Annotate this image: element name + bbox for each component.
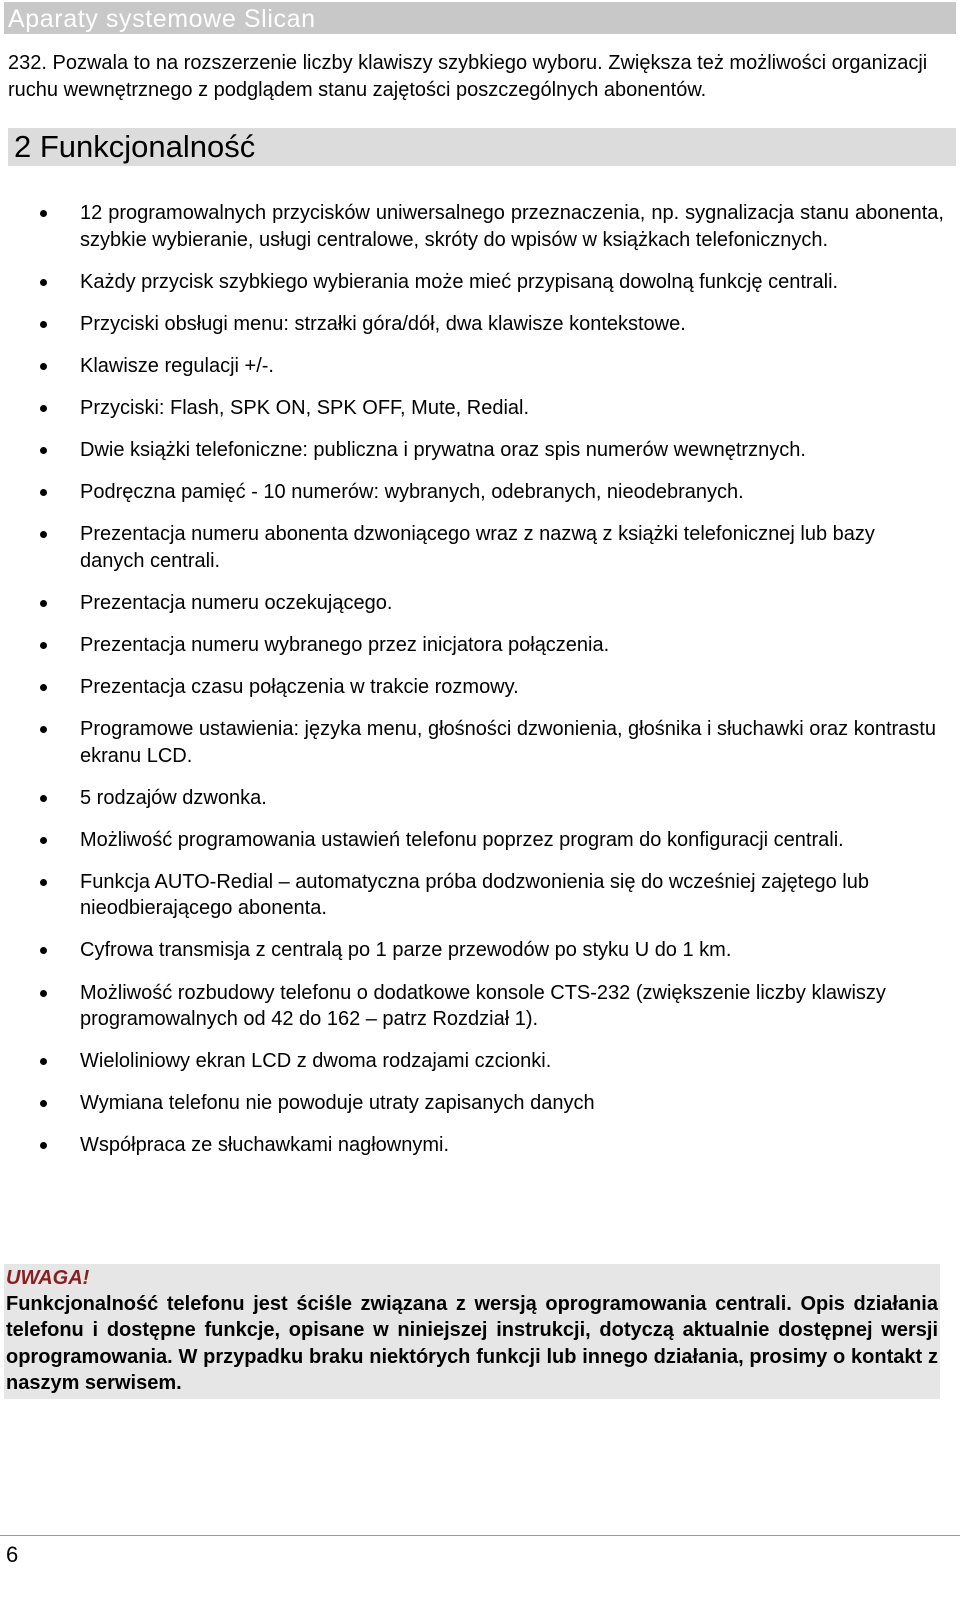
list-item [0,980,960,1033]
intro-paragraph: 232. Pozwala to na rozszerzenie liczby klawiszy szybkiego wyboru. Zwiększa też możliwości organizacji ruchu wewnętrznego z podglądem stanu zajętości poszczególnych abonentów. [8,52,928,101]
list-item [0,479,960,506]
list-item [0,632,960,659]
bullet-icon [40,600,47,607]
bullet-icon [40,363,47,370]
bullet-icon [40,684,47,691]
list-item [0,395,960,422]
list-item-text: Prezentacja numeru wybranego przez inicjatora połączenia. [80,633,610,656]
list-item-text: Przyciski obsługi menu: strzałki góra/dół, dwa klawisze kontekstowe. [80,312,686,335]
list-item-text: Współpraca ze słuchawkami nagłownymi. [80,1134,450,1157]
bullet-icon [40,447,47,454]
list-item-text: 12 programowalnych przycisków uniwersalnego przeznaczenia, np. sygnalizacja stanu abonenta, szybkie wybieranie, usługi centralowe, skróty do wpisów w książkach telefonicznych. [80,202,944,251]
list-item-text: 5 rodzajów dzwonka. [80,786,267,809]
bullet-icon [40,279,47,286]
list-item-text: Możliwość programowania ustawień telefonu poprzez program do konfiguracji centrali. [80,828,844,851]
bullet-icon [40,489,47,496]
section-heading: 2 Funkcjonalność [8,128,956,166]
list-item-text: Funkcja AUTO-Redial – automatyczna próba dodzwonienia się do wcześniej zajętego lub nieodbierającego abonenta. [80,870,869,920]
list-item-text: Wymiana telefonu nie powoduje utraty zapisanych danych [80,1092,595,1115]
list-item [0,353,960,380]
list-item [0,674,960,701]
list-item [0,311,960,338]
list-item [0,269,960,296]
list-item [0,827,960,854]
bullet-icon [40,321,47,328]
bullet-icon [40,210,47,217]
page-number: 6 [6,1542,19,1567]
list-item [0,521,960,574]
list-item-text: Każdy przycisk szybkiego wybierania może mieć przypisaną dowolną funkcję centrali. [80,270,839,293]
bullet-icon [40,726,47,733]
list-item-text: Możliwość rozbudowy telefonu o dodatkowe konsole CTS-232 (zwiększenie liczby klawiszy programowalnych od 42 do 162 – patrz Rozdział 1). [80,981,886,1030]
list-item [0,1132,960,1159]
list-item [0,937,960,964]
bullet-icon [40,1058,47,1065]
bullet-icon [40,990,47,997]
running-header: Aparaty systemowe Slican [4,2,956,34]
list-item-text: Prezentacja numeru oczekującego. [80,591,393,614]
list-item [0,1048,960,1075]
bullet-icon [40,642,47,649]
list-item [0,590,960,617]
notice-body: Funkcjonalność telefonu jest ściśle związana z wersją oprogramowania centrali. Opis działania telefonu i dostępne funkcje, opisane w niniejszej instrukcji, dotyczą aktualnie dostępnej wersji oprogramowania. W przypadku braku niektórych funkcji lub innego działania, prosimy o kontakt z naszym serwisem. [6,1293,938,1394]
list-item [0,200,960,253]
list-item [0,437,960,464]
list-item-text: Wieloliniowy ekran LCD z dwoma rodzajami czcionki. [80,1050,552,1073]
list-item-text: Prezentacja numeru abonenta dzwoniącego wraz z nazwą z książki telefonicznej lub bazy danych centrali. [80,523,875,572]
bullet-icon [40,795,47,802]
list-item [0,785,960,812]
footer-divider [0,1535,960,1536]
bullet-icon [40,947,47,954]
list-item-text: Dwie książki telefoniczne: publiczna i prywatna oraz spis numerów wewnętrznych. [80,438,806,461]
bullet-icon [40,1100,47,1107]
list-item-text: Klawisze regulacji +/-. [80,354,274,377]
bullet-icon [40,1142,47,1149]
list-item-text: Cyfrowa transmisja z centralą po 1 parze przewodów po styku U do 1 km. [80,939,732,962]
bullet-icon [40,531,47,538]
list-item [0,716,960,769]
list-item-text: Przyciski: Flash, SPK ON, SPK OFF, Mute, Redial. [80,396,530,419]
bullet-icon [40,837,47,844]
bullet-icon [40,405,47,412]
list-item-text: Podręczna pamięć - 10 numerów: wybranych, odebranych, nieodebranych. [80,481,744,504]
feature-list [0,200,960,1174]
notice-box [4,1264,940,1399]
list-item [0,1090,960,1117]
notice-title: UWAGA! [6,1267,90,1289]
list-item [0,869,960,922]
list-item-text: Prezentacja czasu połączenia w trakcie rozmowy. [80,675,519,698]
bullet-icon [40,879,47,886]
list-item-text: Programowe ustawienia: języka menu, głośności dzwonienia, głośnika i słuchawki oraz kontrastu ekranu LCD. [80,718,936,767]
